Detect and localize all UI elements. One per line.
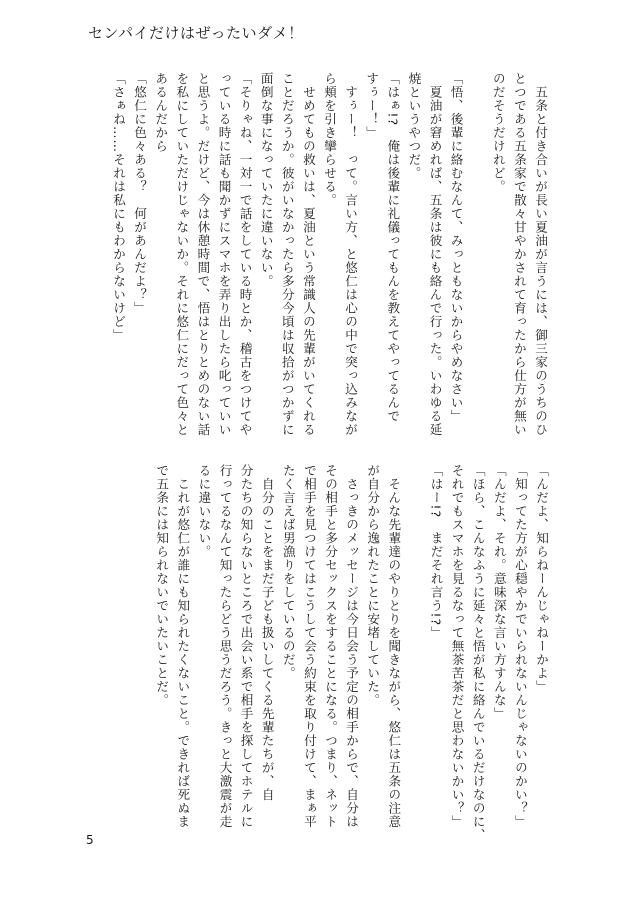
text-column: 「はぁ!? 俺は後輩に礼儀ってもんを教えてやってるんで	[385, 72, 401, 424]
text-column: が自分から逸れたことに安堵していた。	[365, 464, 381, 707]
page-title: センパイだけはぜったいダメ！	[88, 24, 304, 42]
text-column: 夏油が窘めれば、五条は彼にも絡んで行った。いわゆる延	[427, 72, 443, 437]
text-column: 分たちの知らないところで出会い系で相手を探してホテルに	[238, 464, 254, 829]
text-column: 「んだよ、知らねーんじゃねーかよ」	[534, 464, 549, 694]
text-column: るに違いない。	[196, 464, 212, 559]
text-column: 五条と付き合いが長い夏油が言うには、御三家のうちのひ	[533, 72, 548, 437]
text-column: ら頬を引き攣らせる。	[322, 72, 337, 207]
text-column: 「悠仁に色々ある？ 何があんだよ？」	[132, 72, 148, 315]
text-column: っている時に話も聞かずにスマホを弄り出したら叱っていい	[216, 72, 232, 437]
text-column: のだそうだけれど。	[490, 72, 506, 194]
text-column: 「はー!? まだそれ言う!?」	[428, 464, 444, 640]
text-column: ことだろうか。彼がいなかったら多分今頃は収拾がつかずに	[279, 72, 295, 437]
text-column: 「さぁね……それは私にもわからないけど」	[111, 72, 126, 342]
text-column: 「そりゃね、一対一で話をしている時とか、稽古をつけてや	[237, 72, 253, 437]
text-column: すぅー！ って。言い方、と悠仁は心の中で突っ込みなが	[343, 72, 359, 437]
text-column: 「悟、後輩に絡むなんて、みっともないからやめなさい」	[448, 72, 464, 423]
text-column: さっきのメッセージは今日会う予定の相手からで、自分は	[344, 464, 360, 829]
text-column: で相手を見つけてはこうして会う約束を取り付けて、まぁ平	[301, 464, 317, 829]
text-column: それでもスマホを見るなって無茶苦茶だと思わないかい？」	[449, 464, 465, 829]
text-column: 「知ってた方が心穏やかでいられないんじゃないのかい？」	[512, 464, 528, 829]
text-column: せめてもの救いは、夏油という常識人の先輩がいてくれる	[300, 72, 316, 437]
text-column: 行ってるなんて知ったらどう思うだろう。きっと大激震が走	[217, 464, 233, 829]
text-column: あるんだから	[153, 72, 169, 153]
text-column: 焼というやつだ。	[406, 72, 422, 180]
text-column: で五条には知られないでいたいことだ。	[154, 464, 170, 707]
text-column: そんな先輩達のやりとりを聞きながら、悠仁は五条の注意	[386, 464, 402, 829]
text-column: すぅー！」	[364, 72, 380, 140]
text-column: これが悠仁が誰にも知られたくないこと。できれば死ぬま	[175, 464, 191, 829]
page-number: 5	[86, 833, 94, 847]
text-column: とつである五条家で散々甘やかされて育ったから仕方が無い	[511, 72, 527, 437]
text-column: 「んだよ、それ。意味深な言い方すんな」	[491, 464, 507, 721]
text-column: を私にしていただけじゃないか。それに悠仁にだって色々と	[174, 72, 190, 437]
lower-text-block	[108, 464, 551, 842]
text-column: 「ほら、こんなふうに延々と悟が私に絡んでいるだけなのに、	[470, 464, 486, 842]
upper-text-block	[108, 72, 550, 437]
text-column: その相手と多分セックスをすることになる。つまり、ネット	[323, 464, 338, 829]
text-column: 自分のことをまだ子ども扱いしてくる先輩たちが、自	[259, 464, 275, 802]
text-column: たく言えば男漁りをしているのだ。	[280, 464, 296, 680]
text-column: 面倒な事になっていたに違いない。	[258, 72, 274, 288]
text-column: と思うよ。だけど、今は休憩時間で、悟はとりとめのない話	[195, 72, 211, 437]
